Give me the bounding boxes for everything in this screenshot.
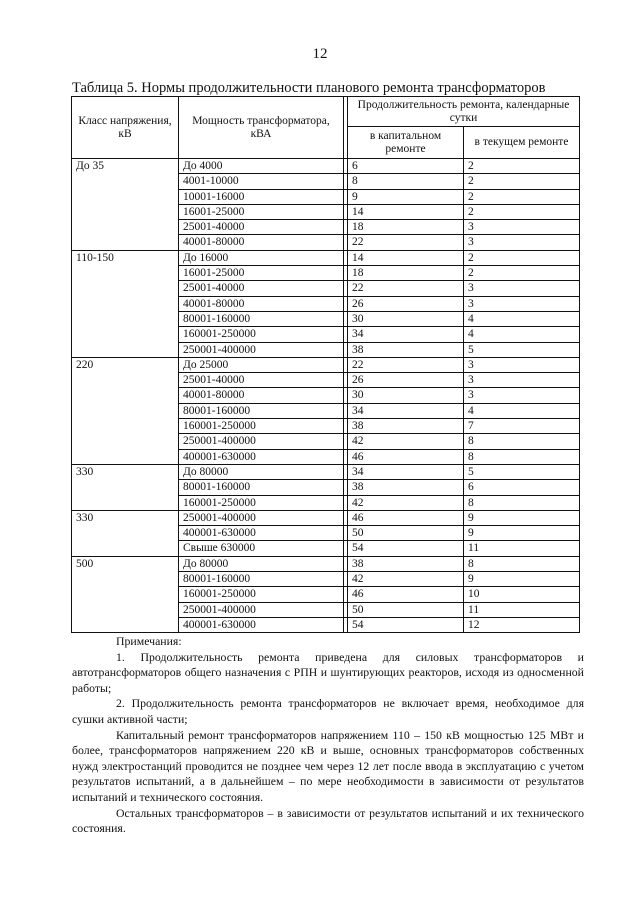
power-cell: 80001-160000 — [179, 480, 344, 495]
power-cell: 80001-160000 — [179, 311, 344, 326]
capital-repair-cell: 50 — [348, 526, 464, 541]
table-body — [72, 159, 580, 633]
capital-repair-cell: 18 — [348, 220, 464, 235]
power-cell: До 16000 — [179, 250, 344, 265]
power-cell: 250001-400000 — [179, 434, 344, 449]
current-repair-cell: 5 — [464, 464, 580, 479]
power-cell: 40001-80000 — [179, 388, 344, 403]
power-cell: 4001-10000 — [179, 174, 344, 189]
capital-repair-cell: 30 — [348, 388, 464, 403]
current-repair-cell: 7 — [464, 419, 580, 434]
capital-repair-cell: 54 — [348, 617, 464, 632]
current-repair-cell: 10 — [464, 587, 580, 602]
power-cell: 160001-250000 — [179, 495, 344, 510]
current-repair-cell: 3 — [464, 235, 580, 250]
capital-repair-cell: 18 — [348, 266, 464, 281]
capital-repair-cell: 46 — [348, 587, 464, 602]
power-cell: 160001-250000 — [179, 419, 344, 434]
capital-repair-cell: 38 — [348, 419, 464, 434]
power-cell: 250001-400000 — [179, 510, 344, 525]
capital-repair-cell: 54 — [348, 541, 464, 556]
current-repair-cell: 4 — [464, 327, 580, 342]
page-number: 12 — [312, 46, 328, 62]
capital-repair-cell: 8 — [348, 174, 464, 189]
table-row — [72, 159, 580, 174]
power-cell: До 25000 — [179, 357, 344, 372]
capital-repair-cell: 9 — [348, 189, 464, 204]
current-repair-cell: 8 — [464, 449, 580, 464]
current-repair-cell: 2 — [464, 250, 580, 265]
power-cell: 25001-40000 — [179, 220, 344, 235]
header-power: Мощность трансформатора, кВА — [179, 97, 344, 159]
current-repair-cell: 3 — [464, 281, 580, 296]
current-repair-cell: 12 — [464, 617, 580, 632]
power-cell: 400001-630000 — [179, 449, 344, 464]
table-row — [72, 510, 580, 525]
current-repair-cell: 2 — [464, 266, 580, 281]
current-repair-cell: 3 — [464, 296, 580, 311]
power-cell: 25001-40000 — [179, 281, 344, 296]
capital-repair-cell: 38 — [348, 480, 464, 495]
header-capital: в капитальном ремонте — [348, 127, 464, 159]
power-cell: 16001-25000 — [179, 266, 344, 281]
current-repair-cell: 2 — [464, 204, 580, 219]
capital-repair-cell: 14 — [348, 204, 464, 219]
voltage-class-cell: До 35 — [72, 159, 179, 251]
header-voltage-class: Класс напряжения, кВ — [72, 97, 179, 159]
capital-repair-cell: 14 — [348, 250, 464, 265]
capital-repair-cell: 34 — [348, 464, 464, 479]
note-paragraph: 1. Продолжительность ремонта приведена для силовых трансформаторов и автотрансформаторов общего назначения с РПН и шунтирующих реакторов, исходя из односменной работы; — [72, 649, 584, 695]
capital-repair-cell: 42 — [348, 572, 464, 587]
power-cell: 250001-400000 — [179, 602, 344, 617]
table-caption: Таблица 5. Нормы продолжительности планового ремонта трансформаторов — [72, 80, 546, 96]
current-repair-cell: 9 — [464, 526, 580, 541]
capital-repair-cell: 22 — [348, 357, 464, 372]
current-repair-cell: 4 — [464, 403, 580, 418]
capital-repair-cell: 50 — [348, 602, 464, 617]
power-cell: Свыше 630000 — [179, 541, 344, 556]
current-repair-cell: 8 — [464, 434, 580, 449]
voltage-class-cell: 330 — [72, 464, 179, 510]
power-cell: 10001-16000 — [179, 189, 344, 204]
voltage-class-cell: 500 — [72, 556, 179, 632]
table-row — [72, 556, 580, 571]
voltage-class-cell: 110-150 — [72, 250, 179, 357]
power-cell: 80001-160000 — [179, 572, 344, 587]
current-repair-cell: 11 — [464, 541, 580, 556]
power-cell: 400001-630000 — [179, 617, 344, 632]
capital-repair-cell: 30 — [348, 311, 464, 326]
capital-repair-cell: 42 — [348, 495, 464, 510]
power-cell: До 80000 — [179, 464, 344, 479]
header-duration: Продолжительность ремонта, календарные сутки — [348, 97, 580, 127]
current-repair-cell: 3 — [464, 373, 580, 388]
current-repair-cell: 9 — [464, 510, 580, 525]
current-repair-cell: 9 — [464, 572, 580, 587]
note-paragraph: 2. Продолжительность ремонта трансформаторов не включает время, необходимое для сушки активной части; — [72, 696, 584, 726]
header-current: в текущем ремонте — [464, 127, 580, 159]
table-row — [72, 357, 580, 372]
current-repair-cell: 8 — [464, 495, 580, 510]
current-repair-cell: 8 — [464, 556, 580, 571]
table-row — [72, 250, 580, 265]
current-repair-cell: 2 — [464, 159, 580, 174]
capital-repair-cell: 34 — [348, 327, 464, 342]
capital-repair-cell: 42 — [348, 434, 464, 449]
power-cell: 80001-160000 — [179, 403, 344, 418]
capital-repair-cell: 38 — [348, 342, 464, 357]
capital-repair-cell: 46 — [348, 510, 464, 525]
voltage-class-cell: 330 — [72, 510, 179, 556]
power-cell: 25001-40000 — [179, 373, 344, 388]
capital-repair-cell: 38 — [348, 556, 464, 571]
power-cell: До 80000 — [179, 556, 344, 571]
power-cell: 250001-400000 — [179, 342, 344, 357]
note-paragraph: Капитальный ремонт трансформаторов напряжением 110 – 150 кВ мощностью 125 МВт и более, трансформаторов напряжением 220 кВ и выше, основных трансформаторов собственных нужд электростанций проводится не позднее чем через 12 лет после ввода в эксплуатацию с учетом результатов испытаний, а в дальнейшем – по мере необходимости в зависимости от результатов испытаний и технического состояния. — [72, 727, 584, 804]
current-repair-cell: 6 — [464, 480, 580, 495]
repair-norms-table — [71, 96, 580, 633]
power-cell: До 4000 — [179, 159, 344, 174]
power-cell: 400001-630000 — [179, 526, 344, 541]
note-paragraph: Остальных трансформаторов – в зависимости от результатов испытаний и их технического состояния. — [72, 805, 584, 836]
notes-title: Примечания: — [116, 634, 182, 648]
current-repair-cell: 3 — [464, 357, 580, 372]
notes — [72, 634, 584, 837]
capital-repair-cell: 6 — [348, 159, 464, 174]
capital-repair-cell: 22 — [348, 235, 464, 250]
power-cell: 16001-25000 — [179, 204, 344, 219]
power-cell: 160001-250000 — [179, 587, 344, 602]
capital-repair-cell: 46 — [348, 449, 464, 464]
current-repair-cell: 5 — [464, 342, 580, 357]
power-cell: 160001-250000 — [179, 327, 344, 342]
current-repair-cell: 2 — [464, 174, 580, 189]
current-repair-cell: 3 — [464, 388, 580, 403]
capital-repair-cell: 22 — [348, 281, 464, 296]
current-repair-cell: 4 — [464, 311, 580, 326]
current-repair-cell: 2 — [464, 189, 580, 204]
voltage-class-cell: 220 — [72, 357, 179, 464]
capital-repair-cell: 26 — [348, 296, 464, 311]
capital-repair-cell: 26 — [348, 373, 464, 388]
power-cell: 40001-80000 — [179, 296, 344, 311]
current-repair-cell: 3 — [464, 220, 580, 235]
current-repair-cell: 11 — [464, 602, 580, 617]
table-row — [72, 464, 580, 479]
capital-repair-cell: 34 — [348, 403, 464, 418]
power-cell: 40001-80000 — [179, 235, 344, 250]
